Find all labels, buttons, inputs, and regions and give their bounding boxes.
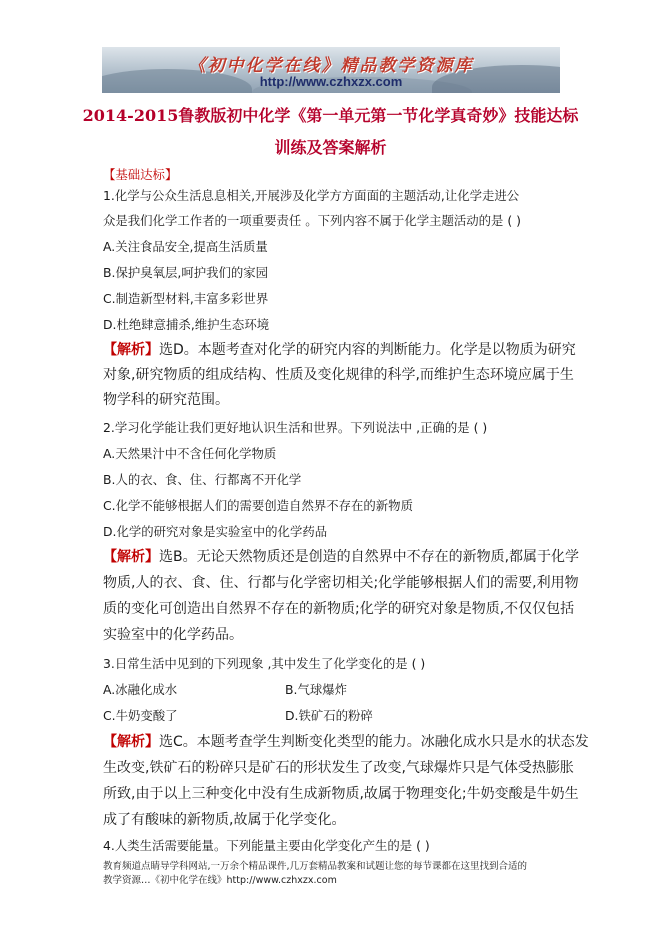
analysis-text: 选D。本题考查对化学的研究内容的判断能力。化学是以物质为研究 <box>159 342 576 358</box>
q2-analysis-line4: 实验室中的化学药品。 <box>103 627 243 643</box>
q3-analysis-line4: 成了有酸味的新物质,故属于化学变化。 <box>103 812 346 828</box>
banner-url[interactable]: http://www.czhxzx.com <box>259 74 403 89</box>
q2-analysis-line2: 物质,人的衣、食、住、行都与化学密切相关;化学能够根据人们的需要,利用物 <box>103 575 579 591</box>
q2-analysis-line3: 质的变化可创造出自然界不存在的新物质;化学的研究对象是物质,不仅仅包括 <box>103 601 575 617</box>
section-heading: 【基础达标】 <box>103 167 178 182</box>
analysis-tag: 【解析】 <box>103 734 159 750</box>
q3-stem: 3.日常生活中见到的下列现象 ,其中发生了化学变化的是 ( ) <box>103 656 426 671</box>
q2-analysis-line1 <box>103 546 579 566</box>
q3-option-a: A.冰融化成水 <box>103 682 178 697</box>
q1-analysis-line3: 物学科的研究范围。 <box>103 392 229 408</box>
q3-analysis-line2: 生改变,铁矿石的粉碎只是矿石的形状发生了改变,气球爆炸只是气体受热膨胀 <box>103 760 574 776</box>
footer-line2[interactable]: 教学资源…《初中化学在线》http://www.czhxzx.com <box>103 875 337 886</box>
q2-stem: 2.学习化学能让我们更好地认识生活和世界。下列说法中 ,正确的是 ( ) <box>103 420 488 435</box>
analysis-tag: 【解析】 <box>103 342 159 358</box>
q1-option-a: A.关注食品安全,提高生活质量 <box>103 239 268 254</box>
footer-line1: 教育频道点睛导学科网站,一万余个精品课件,几万套精品教案和试题让您的每节课都在这里找到合适的 <box>103 861 528 872</box>
q3-option-c: C.牛奶变酸了 <box>103 708 178 723</box>
q1-analysis-line1 <box>103 339 576 359</box>
q1-option-c: C.制造新型材料,丰富多彩世界 <box>103 291 269 306</box>
q3-analysis-line1 <box>103 731 589 751</box>
analysis-text: 选B。无论天然物质还是创造的自然界中不存在的新物质,都属于化学 <box>159 549 580 565</box>
q1-stem-line2: 众是我们化学工作者的一项重要责任 。下列内容不属于化学主题活动的是 ( ) <box>103 213 521 228</box>
q1-option-d: D.杜绝肆意捕杀,维护生态环境 <box>103 317 270 332</box>
q3-option-d: D.铁矿石的粉碎 <box>285 708 373 723</box>
q4-stem: 4.人类生活需要能量。下列能量主要由化学变化产生的是 ( ) <box>103 838 430 853</box>
q2-option-a: A.天然果汁中不含任何化学物质 <box>103 446 277 461</box>
analysis-text: 选C。本题考查学生判断变化类型的能力。冰融化成水只是水的状态发 <box>159 734 589 750</box>
q1-stem-line1: 1.化学与公众生活息息相关,开展涉及化学方方面面的主题活动,让化学走进公 <box>103 188 520 203</box>
q3-option-b: B.气球爆炸 <box>285 682 348 697</box>
q2-option-b: B.人的衣、食、住、行都离不开化学 <box>103 472 302 487</box>
analysis-tag: 【解析】 <box>103 549 159 565</box>
banner-title: 《初中化学在线》精品教学资源库 <box>188 56 474 76</box>
q3-analysis-line3: 所致,由于以上三种变化中没有生成新物质,故属于物理变化;牛奶变酸是牛奶生 <box>103 786 579 802</box>
q1-analysis-line2: 对象,研究物质的组成结构、性质及变化规律的科学,而维护生态环境应属于生 <box>103 367 574 383</box>
header-banner <box>102 47 560 93</box>
q1-option-b: B.保护臭氧层,呵护我们的家园 <box>103 265 269 280</box>
document-title-line1: 2014-2015鲁教版初中化学《第一单元第一节化学真奇妙》技能达标 <box>82 106 579 125</box>
q2-option-c: C.化学不能够根据人们的需要创造自然界不存在的新物质 <box>103 498 413 513</box>
q2-option-d: D.化学的研究对象是实验室中的化学药品 <box>103 524 328 539</box>
document-title-line2: 训练及答案解析 <box>274 138 387 157</box>
